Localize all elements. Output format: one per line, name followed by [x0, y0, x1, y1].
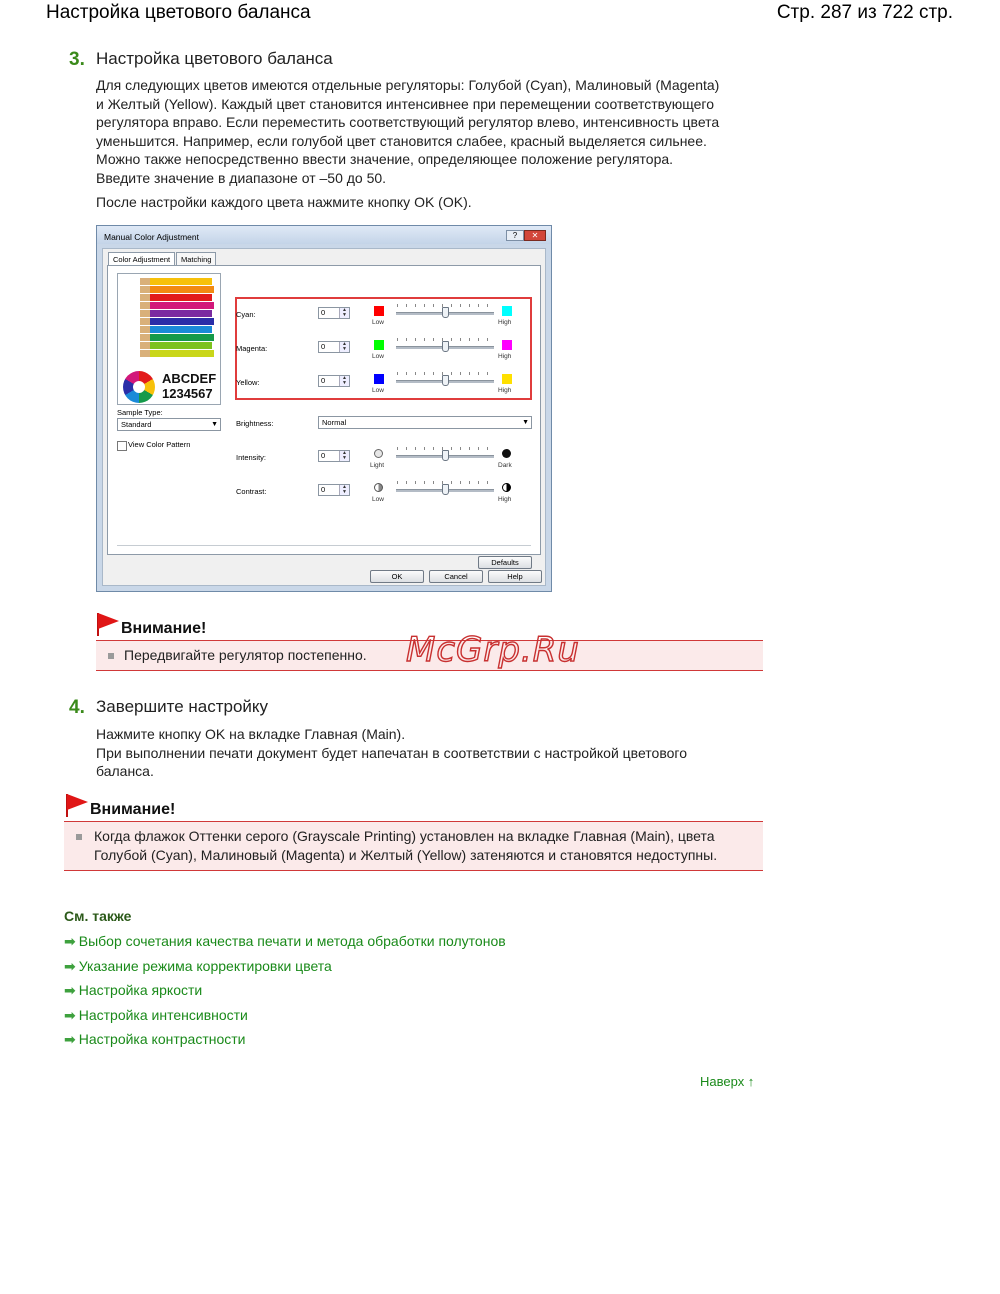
pencil-light-green: [140, 342, 212, 349]
chevron-down-icon: ▼: [522, 419, 529, 426]
magenta-high-label: High: [498, 353, 512, 360]
pencil-orange: [140, 286, 214, 293]
intensity-spinbox[interactable]: [318, 450, 350, 462]
preview-text: [162, 371, 216, 401]
magenta-slider-thumb[interactable]: [442, 341, 449, 352]
manual-color-adjustment-dialog: [96, 225, 552, 592]
pencil-light-blue: [140, 326, 212, 333]
link-text[interactable]: Выбор сочетания качества печати и метода обработки полутонов: [78, 933, 506, 949]
link-text[interactable]: Указание режима корректировки цвета: [78, 958, 332, 974]
watermark: McGrp.Ru: [406, 630, 580, 670]
warning-flag-icon: [65, 793, 89, 817]
step-4-title: Завершите настройку: [96, 697, 269, 716]
contrast-spinbox[interactable]: [318, 484, 350, 496]
text-line: При выполнении печати документ будет напечатан в соответствии с настройкой цветового: [96, 744, 687, 761]
cancel-button[interactable]: Cancel: [429, 570, 483, 583]
dialog-titlebar: [97, 226, 551, 244]
view-color-pattern-checkbox[interactable]: [117, 441, 127, 451]
magenta-label: Magenta:: [236, 344, 268, 353]
warning-flag-icon: [96, 612, 120, 636]
text-line: уменьшится. Например, если голубой цвет становится слабее, красный выделяется сильнее.: [96, 132, 707, 149]
text-line: Когда флажок Оттенки серого (Grayscale Printing) установлен на вкладке Главная (Main), цвета: [94, 828, 715, 844]
pencil-lime: [140, 350, 214, 357]
sample-type-select[interactable]: [117, 418, 221, 431]
see-also-heading: См. также: [64, 908, 132, 924]
dialog-title: Manual Color Adjustment: [104, 232, 199, 242]
step-3-number: 3.: [69, 49, 85, 70]
cyan-slider-thumb[interactable]: [442, 307, 449, 318]
see-also-link[interactable]: [64, 1031, 246, 1048]
intensity-slider-thumb[interactable]: [442, 450, 449, 461]
arrow-right-icon: ➡: [64, 982, 76, 998]
link-text[interactable]: Настройка интенсивности: [78, 1007, 248, 1023]
step-3-description: [96, 76, 756, 187]
text-line: Нажмите кнопку OK на вкладке Главная (Main).: [96, 726, 406, 742]
brightness-select[interactable]: [318, 416, 532, 429]
dialog-body: [102, 248, 546, 586]
attention-title: Внимание!: [121, 620, 207, 637]
ok-button[interactable]: OK: [370, 570, 424, 583]
defaults-button[interactable]: Defaults: [478, 556, 532, 569]
intensity-label: Intensity:: [236, 453, 267, 462]
text-line: Можно также непосредственно ввести значение, определяющее положение регулятора.: [96, 151, 674, 167]
spin-arrows-icon: ▲ ▼: [339, 485, 349, 495]
yellow-spinbox[interactable]: [318, 375, 350, 387]
see-also-link[interactable]: [64, 933, 506, 950]
cyan-low-label: Low: [372, 319, 384, 326]
intensity-low-label: Light: [370, 462, 385, 469]
pencil-yellow: [140, 278, 212, 285]
arrow-right-icon: ➡: [64, 933, 76, 949]
spin-arrows-icon: ▲ ▼: [339, 376, 349, 386]
cyan-high-swatch: [502, 306, 512, 316]
magenta-low-label: Low: [372, 353, 384, 360]
intensity-value: 0: [321, 451, 326, 460]
yellow-high-label: High: [498, 387, 512, 394]
contrast-value: 0: [321, 485, 326, 494]
step-3-after: После настройки каждого цвета нажмите кнопку OK (OK).: [96, 194, 472, 210]
preview-letters: ABCDEF: [162, 371, 217, 386]
tab-matching[interactable]: Matching: [176, 252, 216, 265]
bullet-icon: [76, 834, 82, 840]
cyan-spinbox[interactable]: [318, 307, 350, 319]
text-line: Введите значение в диапазоне от –50 до 50.: [96, 169, 387, 186]
spin-arrows-icon: ▲ ▼: [339, 308, 349, 318]
yellow-low-label: Low: [372, 387, 384, 394]
attention-title: Внимание!: [90, 801, 176, 818]
contrast-high-label: High: [498, 496, 512, 503]
low-contrast-icon: [374, 483, 383, 492]
color-wheel-icon: [123, 371, 155, 403]
pencil-green: [140, 334, 214, 341]
help-icon[interactable]: ?: [506, 230, 524, 241]
text-line: регулятора вправо. Если переместить соответствующий регулятор влево, интенсивность цвета: [96, 114, 720, 130]
magenta-low-swatch: [374, 340, 384, 350]
bullet-icon: [108, 653, 114, 659]
cyan-high-label: High: [498, 319, 512, 326]
brightness-label: Brightness:: [236, 419, 274, 428]
close-icon[interactable]: ✕: [524, 230, 546, 241]
attention-text: [94, 827, 717, 865]
high-contrast-icon: [502, 483, 511, 492]
light-circle-icon: [374, 449, 383, 458]
brightness-value: Normal: [322, 418, 347, 427]
yellow-low-swatch: [374, 374, 384, 384]
text-line: Голубой (Cyan), Малиновый (Magenta) и Желтый (Yellow) затеняются и становятся недоступны.: [94, 847, 718, 863]
sample-type-value: Standard: [121, 420, 152, 429]
contrast-low-label: Low: [372, 496, 384, 503]
cyan-low-swatch: [374, 306, 384, 316]
sample-type-label: Sample Type:: [117, 408, 163, 417]
magenta-high-swatch: [502, 340, 512, 350]
contrast-label: Contrast:: [236, 487, 267, 496]
chevron-down-icon: ▼: [211, 421, 218, 428]
pencil-magenta: [140, 302, 214, 309]
dark-circle-icon: [502, 449, 511, 458]
text-line: баланса.: [96, 763, 154, 779]
page-indicator: Стр. 287 из 722 стр.: [776, 2, 953, 23]
step-4-description: [96, 725, 756, 781]
magenta-spinbox[interactable]: [318, 341, 350, 353]
contrast-slider-thumb[interactable]: [442, 484, 449, 495]
spin-arrows-icon: ▲ ▼: [339, 342, 349, 352]
tab-color-adjustment[interactable]: Color Adjustment: [108, 252, 175, 266]
pencil-purple: [140, 310, 212, 317]
text-line: и Желтый (Yellow). Каждый цвет становится интенсивнее при перемещении соответствующего: [96, 95, 714, 112]
see-also-link[interactable]: [64, 958, 332, 975]
link-text[interactable]: Настройка контрастности: [78, 1031, 246, 1047]
text-line: Для следующих цветов имеются отдельные регуляторы: Голубой (Cyan), Малиновый (Magenta): [96, 77, 720, 93]
yellow-slider-thumb[interactable]: [442, 375, 449, 386]
attention-text: Передвигайте регулятор постепенно.: [124, 647, 367, 663]
arrow-right-icon: ➡: [64, 1007, 76, 1023]
magenta-value: 0: [321, 342, 326, 351]
spin-arrows-icon: ▲ ▼: [339, 451, 349, 461]
yellow-label: Yellow:: [236, 378, 260, 387]
cyan-label: Cyan:: [236, 310, 256, 319]
view-color-pattern-label: View Color Pattern: [128, 440, 191, 449]
link-text[interactable]: Настройка яркости: [78, 982, 203, 998]
preview-image: [117, 273, 221, 405]
step-4-number: 4.: [69, 697, 85, 718]
arrow-right-icon: ➡: [64, 958, 76, 974]
header-title: Настройка цветового баланса: [46, 2, 311, 23]
pencil-red: [140, 294, 212, 301]
yellow-value: 0: [321, 376, 326, 385]
pencil-blue: [140, 318, 214, 325]
see-also-link[interactable]: [64, 1007, 248, 1024]
preview-digits: 1234567: [162, 386, 213, 401]
see-also-link[interactable]: [64, 982, 202, 999]
attention-box: [64, 821, 763, 871]
cyan-value: 0: [321, 308, 326, 317]
step-3-title: Настройка цветового баланса: [96, 49, 333, 68]
intensity-high-label: Dark: [498, 462, 512, 469]
tab-panel: [107, 265, 541, 567]
yellow-high-swatch: [502, 374, 512, 384]
back-to-top-link[interactable]: Наверх ↑: [700, 1074, 755, 1089]
arrow-right-icon: ➡: [64, 1031, 76, 1047]
divider: [117, 545, 531, 546]
help-button[interactable]: Help: [488, 570, 542, 583]
